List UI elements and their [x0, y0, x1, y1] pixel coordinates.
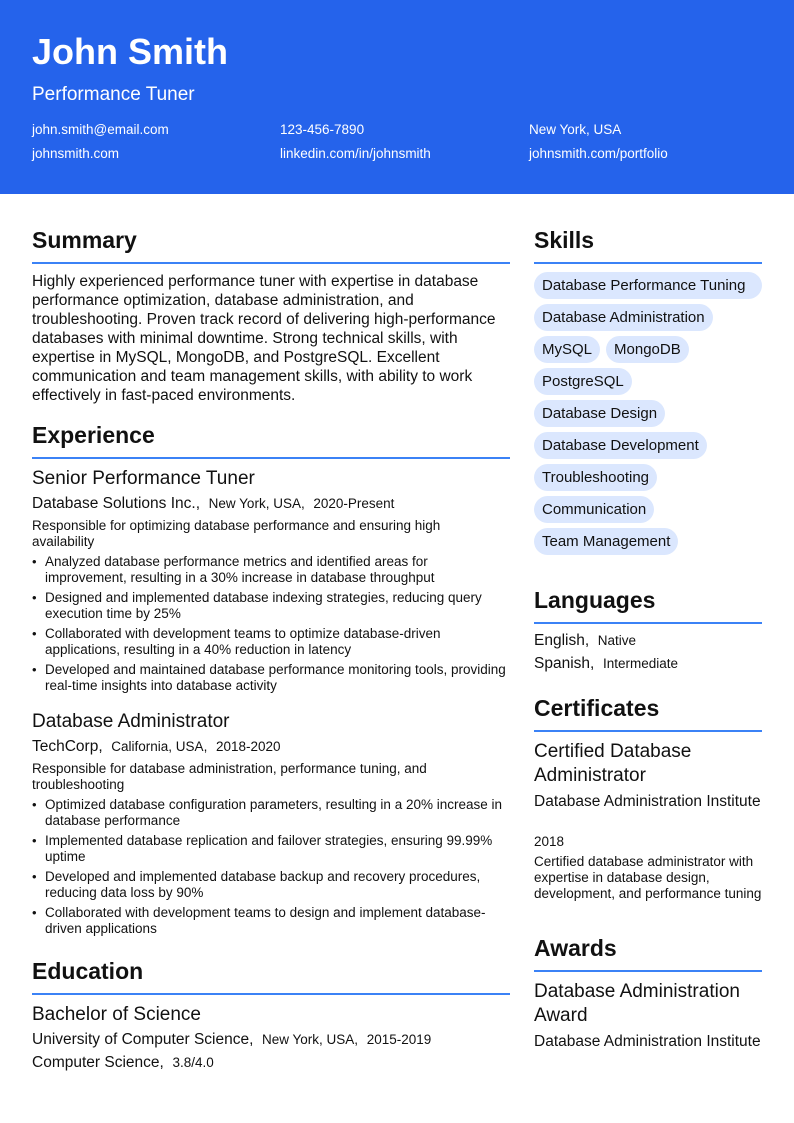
list-item: • Implemented database replication and failover strategies, ensuring 99.99% uptime — [32, 833, 510, 865]
list-item: • Developed and implemented database backup and recovery procedures, reducing data loss by 90% — [32, 869, 510, 901]
skill-tag: Database Administration — [534, 304, 713, 331]
certificate-year: 2018 — [534, 834, 565, 849]
certificate-title: Certified Database Administrator — [534, 741, 692, 786]
contact-phone[interactable]: 123-456-7890 — [280, 122, 365, 137]
language-entry — [534, 631, 636, 651]
job-bullets — [32, 797, 510, 941]
summary-heading: Summary — [32, 227, 137, 253]
skill-tag: MongoDB — [606, 336, 689, 363]
school-dates: 2015-2019 — [366, 1032, 432, 1047]
resume-header — [0, 0, 794, 194]
skill-tag: Database Design — [534, 400, 665, 427]
contact-website[interactable]: johnsmith.com — [32, 146, 120, 161]
job-meta — [32, 494, 394, 514]
job-bullets — [32, 554, 510, 698]
school-name: University of Computer Science, — [32, 1031, 254, 1048]
award-issuer: Database Administration Institute — [534, 1033, 761, 1050]
certificates-heading: Certificates — [534, 695, 660, 721]
certificate-issuer: Database Administration Institute — [534, 793, 761, 810]
job-company: Database Solutions Inc., — [32, 495, 201, 512]
job-description: Responsible for database administration, performance tuning, and troubleshooting — [32, 761, 427, 792]
skills-heading: Skills — [534, 227, 595, 253]
contact-linkedin[interactable]: linkedin.com/in/johnsmith — [280, 146, 431, 161]
list-item: • Optimized database configuration parameters, resulting in a 20% increase in database performance — [32, 797, 510, 829]
skills-list — [534, 272, 762, 555]
skill-tag: PostgreSQL — [534, 368, 632, 395]
job-dates: 2020-Present — [313, 496, 395, 511]
language-level: Native — [597, 633, 637, 648]
skill-tag: Troubleshooting — [534, 464, 657, 491]
certificates-divider — [534, 730, 762, 732]
skill-tag: Database Performance Tuning — [534, 272, 762, 299]
contact-location: New York, USA — [529, 122, 622, 137]
list-item: • Developed and maintained database performance monitoring tools, providing real-time insights into database activity — [32, 662, 510, 694]
education-divider — [32, 993, 510, 995]
list-item: • Collaborated with development teams to design and implement database-driven applications — [32, 905, 510, 937]
awards-divider — [534, 970, 762, 972]
job-meta — [32, 737, 281, 757]
skill-tag: MySQL — [534, 336, 600, 363]
skill-tag: Team Management — [534, 528, 678, 555]
degree-title: Bachelor of Science — [32, 1004, 201, 1025]
school-location: New York, USA, — [262, 1032, 359, 1047]
candidate-name: John Smith — [32, 31, 228, 72]
certificate-description: Certified database administrator with expertise in database design, development, and performance tuning — [534, 854, 762, 901]
languages-divider — [534, 622, 762, 624]
contact-email[interactable]: john.smith@email.com — [32, 122, 169, 137]
education-heading: Education — [32, 958, 144, 984]
job-dates: 2018-2020 — [215, 739, 281, 754]
summary-divider — [32, 262, 510, 264]
job-location: California, USA, — [111, 739, 208, 754]
summary-text: Highly experienced performance tuner with expertise in database performance optimization, database administration, and troubleshooting. Proven track record of delivering high-performance databases with minimal downtime. Strong technical skills, with expertise in MySQL, MongoDB, and PostgreSQL. Excellent communication and team management skills, with ability to work effectively in fast-paced environments. — [32, 273, 496, 404]
education-meta — [32, 1030, 431, 1050]
skills-divider — [534, 262, 762, 264]
education-field — [32, 1053, 214, 1073]
list-item: • Designed and implemented database indexing strategies, reducing query execution time by 25% — [32, 590, 510, 622]
list-item: • Collaborated with development teams to optimize database-driven applications, resulting in a 40% reduction in latency — [32, 626, 510, 658]
language-level: Intermediate — [602, 656, 678, 671]
candidate-title: Performance Tuner — [32, 84, 195, 105]
skill-tag: Communication — [534, 496, 654, 523]
job-title: Senior Performance Tuner — [32, 468, 255, 489]
language-name: Spanish, — [534, 655, 595, 672]
language-name: English, — [534, 632, 590, 649]
language-entry — [534, 654, 678, 674]
job-company: TechCorp, — [32, 738, 103, 755]
job-description: Responsible for optimizing database performance and ensuring high availability — [32, 518, 441, 549]
skill-tag: Database Development — [534, 432, 707, 459]
job-location: New York, USA, — [208, 496, 305, 511]
job-title: Database Administrator — [32, 711, 230, 732]
field-of-study: Computer Science, — [32, 1054, 164, 1071]
experience-heading: Experience — [32, 422, 155, 448]
contact-portfolio[interactable]: johnsmith.com/portfolio — [529, 146, 668, 161]
award-title: Database Administration Award — [534, 981, 740, 1026]
languages-heading: Languages — [534, 587, 656, 613]
list-item: • Analyzed database performance metrics and identified areas for improvement, resulting in a 30% increase in database throughput — [32, 554, 510, 586]
awards-heading: Awards — [534, 935, 617, 961]
experience-divider — [32, 457, 510, 459]
gpa: 3.8/4.0 — [172, 1055, 214, 1070]
